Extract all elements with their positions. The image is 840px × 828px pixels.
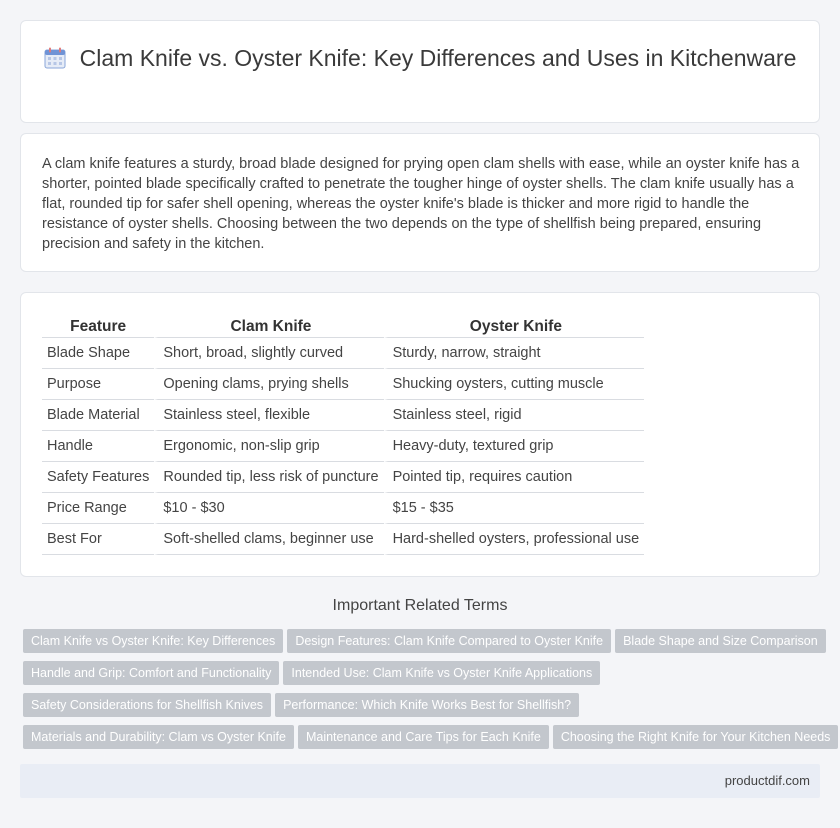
oyster-cell: Hard-shelled oysters, professional use: [384, 524, 645, 555]
clam-cell: $10 - $30: [154, 493, 383, 524]
table-row: [42, 431, 644, 462]
intro-card: [20, 133, 820, 272]
oyster-cell: Stainless steel, rigid: [384, 400, 645, 431]
table-row: [42, 462, 644, 493]
clam-cell: Ergonomic, non-slip grip: [154, 431, 383, 462]
comparison-table: [42, 316, 644, 555]
feature-cell: Handle: [42, 431, 154, 462]
oyster-cell: Pointed tip, requires caution: [384, 462, 645, 493]
table-row: [42, 338, 644, 369]
related-term-chip[interactable]: Design Features: Clam Knife Compared to Oyster Knife: [287, 629, 611, 653]
header-feature: Feature: [42, 316, 154, 338]
related-term-chip[interactable]: Handle and Grip: Comfort and Functionality: [23, 661, 279, 685]
feature-cell: Blade Shape: [42, 338, 154, 369]
table-row: [42, 369, 644, 400]
related-term-chip[interactable]: Materials and Durability: Clam vs Oyster Knife: [23, 725, 294, 749]
related-terms-list: [23, 629, 831, 757]
intro-paragraph: A clam knife features a sturdy, broad blade designed for prying open clam shells with ease, while an oyster knife has a shorter, pointed blade specifically crafted to penetrate the tougher hinge of oyster shells. The clam knife usually has a flat, rounded tip for safer shell opening, whereas the oyster knife's blade is thicker and more rigid to handle the resistance of oyster shells. Choosing between the two depends on the type of shellfish being prepared, ensuring precision and safety in the kitchen.: [42, 156, 800, 252]
related-term-chip[interactable]: Intended Use: Clam Knife vs Oyster Knife Applications: [283, 661, 600, 685]
footer: [20, 764, 820, 798]
comparison-card: [20, 292, 820, 577]
page-title-text: Clam Knife vs. Oyster Knife: Key Differences and Uses in Kitchenware: [79, 45, 797, 71]
oyster-cell: Shucking oysters, cutting muscle: [384, 369, 645, 400]
clam-cell: Short, broad, slightly curved: [154, 338, 383, 369]
chip-row: [23, 629, 823, 661]
related-terms-title: Important Related Terms: [332, 597, 508, 614]
table-row: [42, 400, 644, 431]
feature-cell: Price Range: [42, 493, 154, 524]
chip-row: [23, 693, 823, 725]
related-term-chip[interactable]: Clam Knife vs Oyster Knife: Key Differences: [23, 629, 283, 653]
clam-cell: Stainless steel, flexible: [154, 400, 383, 431]
feature-cell: Purpose: [42, 369, 154, 400]
header-oyster-knife: Oyster Knife: [384, 316, 645, 338]
related-term-chip[interactable]: Choosing the Right Knife for Your Kitchen Needs: [553, 725, 839, 749]
header-clam-knife: Clam Knife: [154, 316, 383, 338]
feature-cell: Safety Features: [42, 462, 154, 493]
clam-cell: Opening clams, prying shells: [154, 369, 383, 400]
oyster-cell: Heavy-duty, textured grip: [384, 431, 645, 462]
table-row: [42, 524, 644, 555]
table-header-row: [42, 316, 644, 338]
related-term-chip[interactable]: Maintenance and Care Tips for Each Knife: [298, 725, 549, 749]
related-term-chip[interactable]: Blade Shape and Size Comparison: [615, 629, 826, 653]
feature-cell: Blade Material: [42, 400, 154, 431]
clam-cell: Rounded tip, less risk of puncture: [154, 462, 383, 493]
chip-row: [23, 725, 831, 757]
clam-cell: Soft-shelled clams, beginner use: [154, 524, 383, 555]
related-term-chip[interactable]: Safety Considerations for Shellfish Knives: [23, 693, 271, 717]
feature-cell: Best For: [42, 524, 154, 555]
page-title: [21, 43, 819, 73]
chip-row: [23, 661, 823, 693]
oyster-cell: Sturdy, narrow, straight: [384, 338, 645, 369]
oyster-cell: $15 - $35: [384, 493, 645, 524]
calendar-icon: [44, 47, 66, 69]
related-term-chip[interactable]: Performance: Which Knife Works Best for Shellfish?: [275, 693, 579, 717]
footer-site-link[interactable]: productdif.com: [724, 773, 810, 788]
table-row: [42, 493, 644, 524]
header-card: [20, 20, 820, 123]
